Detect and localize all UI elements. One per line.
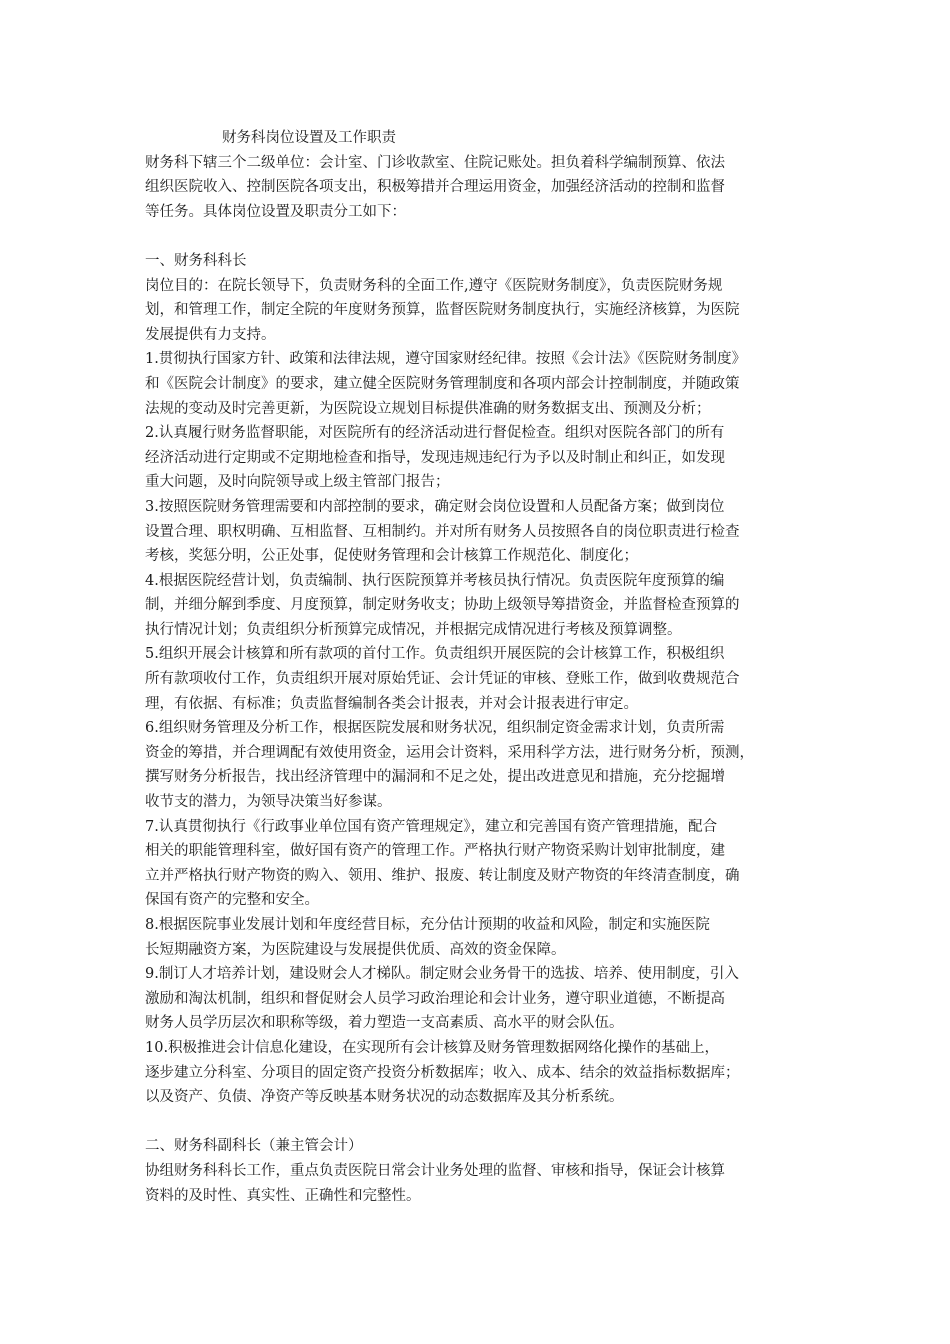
text-line: 10.积极推进会计信息化建设，在实现所有会计核算及财务管理数据网络化操作的基础上，: [145, 1039, 720, 1056]
text-line: 协组财务科科长工作，重点负责医院日常会计业务处理的监督、审核和指导，保证会计核算: [145, 1162, 725, 1179]
text-line: 收节支的潜力，为领导决策当好参谋。: [145, 794, 392, 811]
document-page: [145, 126, 817, 1208]
text-line: 8.根据医院事业发展计划和年度经营目标，充分估计预期的收益和风险，制定和实施医院: [145, 917, 710, 933]
document-title: 财务科岗位设置及工作职责: [222, 130, 396, 146]
text-line: 执行情况计划；负责组织分析预算完成情况，并根据完成情况进行考核及预算调整。: [145, 621, 682, 638]
text-line: 法规的变动及时完善更新，为医院设立规划目标提供准确的财务数据支出、预测及分析；: [145, 400, 711, 417]
text-line: 重大问题，及时向院领导或上级主管部门报告；: [145, 474, 450, 491]
text-line: 保国有资产的完整和安全。: [145, 892, 319, 909]
text-line: 立并严格执行财产物资的购入、领用、维护、报废、转让制度及财产物资的年终清查制度，确: [145, 867, 740, 884]
intro-paragraph: [145, 151, 817, 225]
text-line: 组织医院收入、控制医院各项支出，积极筹措并合理运用资金，加强经济活动的控制和监督: [145, 179, 725, 196]
text-line: 5.组织开展会计核算和所有款项的首付工作。负责组织开展医院的会计核算工作，积极组织: [145, 646, 725, 663]
text-line: 激励和淘汰机制，组织和督促财会人员学习政治理论和会计业务，遵守职业道德，不断提高: [145, 990, 725, 1007]
text-line: 和《医院会计制度》的要求，建立健全医院财务管理制度和各项内部会计控制制度，并随政策: [145, 375, 740, 392]
text-line: 1.贯彻执行国家方针、政策和法律法规，遵守国家财经纪律。按照《会计法》《医院财务制度》: [145, 351, 747, 368]
text-line: 3.按照医院财务管理需要和内部控制的要求，确定财会岗位设置和人员配备方案；做到岗位: [145, 498, 725, 515]
text-line: 考核，奖惩分明，公正处事，促使财务管理和会计核算工作规范化、制度化；: [145, 548, 638, 565]
section1-heading: 一、财务科科长: [145, 252, 247, 269]
text-line: 2.认真履行财务监督职能，对医院所有的经济活动进行督促检查。组织对医院各部门的所有: [145, 425, 725, 442]
text-line: 7.认真贯彻执行《行政事业单位国有资产管理规定》，建立和完善国有资产管理措施，配合: [145, 818, 718, 835]
text-line: 以及资产、负债、净资产等反映基本财务状况的动态数据库及其分析系统。: [145, 1089, 624, 1106]
text-line: 制，并细分解到季度、月度预算，制定财务收支；协助上级领导筹措资金，并监督检查预算的: [145, 597, 740, 614]
text-line: 财务科下辖三个二级单位：会计室、门诊收款室、住院记账处。担负着科学编制预算、依法: [145, 154, 725, 171]
text-line: 长短期融资方案，为医院建设与发展提供优质、高效的资金保障。: [145, 941, 566, 958]
text-line: 发展提供有力支持。: [145, 326, 276, 343]
section1-body: [145, 274, 817, 1110]
text-line: 等任务。具体岗位设置及职责分工如下：: [145, 203, 406, 220]
section2-heading: 二、财务科副科长（兼主管会计）: [145, 1138, 363, 1155]
text-line: 设置合理、职权明确、互相监督、互相制约。并对所有财务人员按照各自的岗位职责进行检查: [145, 523, 740, 540]
blank-line: [145, 1110, 817, 1135]
text-line: 划，和管理工作，制定全院的年度财务预算，监督医院财务制度执行，实施经济核算，为医院: [145, 302, 740, 319]
text-line: 6.组织财务管理及分析工作，根据医院发展和财务状况，组织制定资金需求计划，负责所需: [145, 720, 725, 737]
text-line: 9.制订人才培养计划，建设财会人才梯队。制定财会业务骨干的选拔、培养、使用制度，引入: [145, 966, 739, 983]
text-line: 理，有依据、有标准；负责监督编制各类会计报表，并对会计报表进行审定。: [145, 695, 638, 712]
text-line: 所有款项收付工作，负责组织开展对原始凭证、会计凭证的审核、登账工作，做到收费规范合: [145, 671, 740, 688]
text-line: 相关的职能管理科室，做好国有资产的管理工作。严格执行财产物资采购计划审批制度，建: [145, 843, 725, 860]
text-line: 撰写财务分析报告，找出经济管理中的漏洞和不足之处，提出改进意见和措施，充分挖掘增: [145, 769, 725, 786]
text-line: 4.根据医院经营计划，负责编制、执行医院预算并考核员执行情况。负责医院年度预算的编: [145, 572, 725, 589]
text-line: 财务人员学历层次和职称等级，着力塑造一支高素质、高水平的财会队伍。: [145, 1015, 624, 1032]
text-line: 经济活动进行定期或不定期地检查和指导，发现违规违纪行为予以及时制止和纠正，如发现: [145, 449, 725, 466]
text-line: 资金的筹措，并合理调配有效使用资金，运用会计资料，采用科学方法，进行财务分析，预测，: [145, 744, 754, 761]
text-line: 逐步建立分科室、分项目的固定资产投资分析数据库；收入、成本、结余的效益指标数据库；: [145, 1064, 740, 1081]
blank-line: [145, 224, 817, 249]
text-line: 岗位目的：在院长领导下，负责财务科的全面工作,遵守《医院财务制度》，负责医院财务规: [145, 277, 723, 294]
text-line: 资料的及时性、真实性、正确性和完整性。: [145, 1187, 421, 1204]
section2-body: [145, 1159, 817, 1208]
